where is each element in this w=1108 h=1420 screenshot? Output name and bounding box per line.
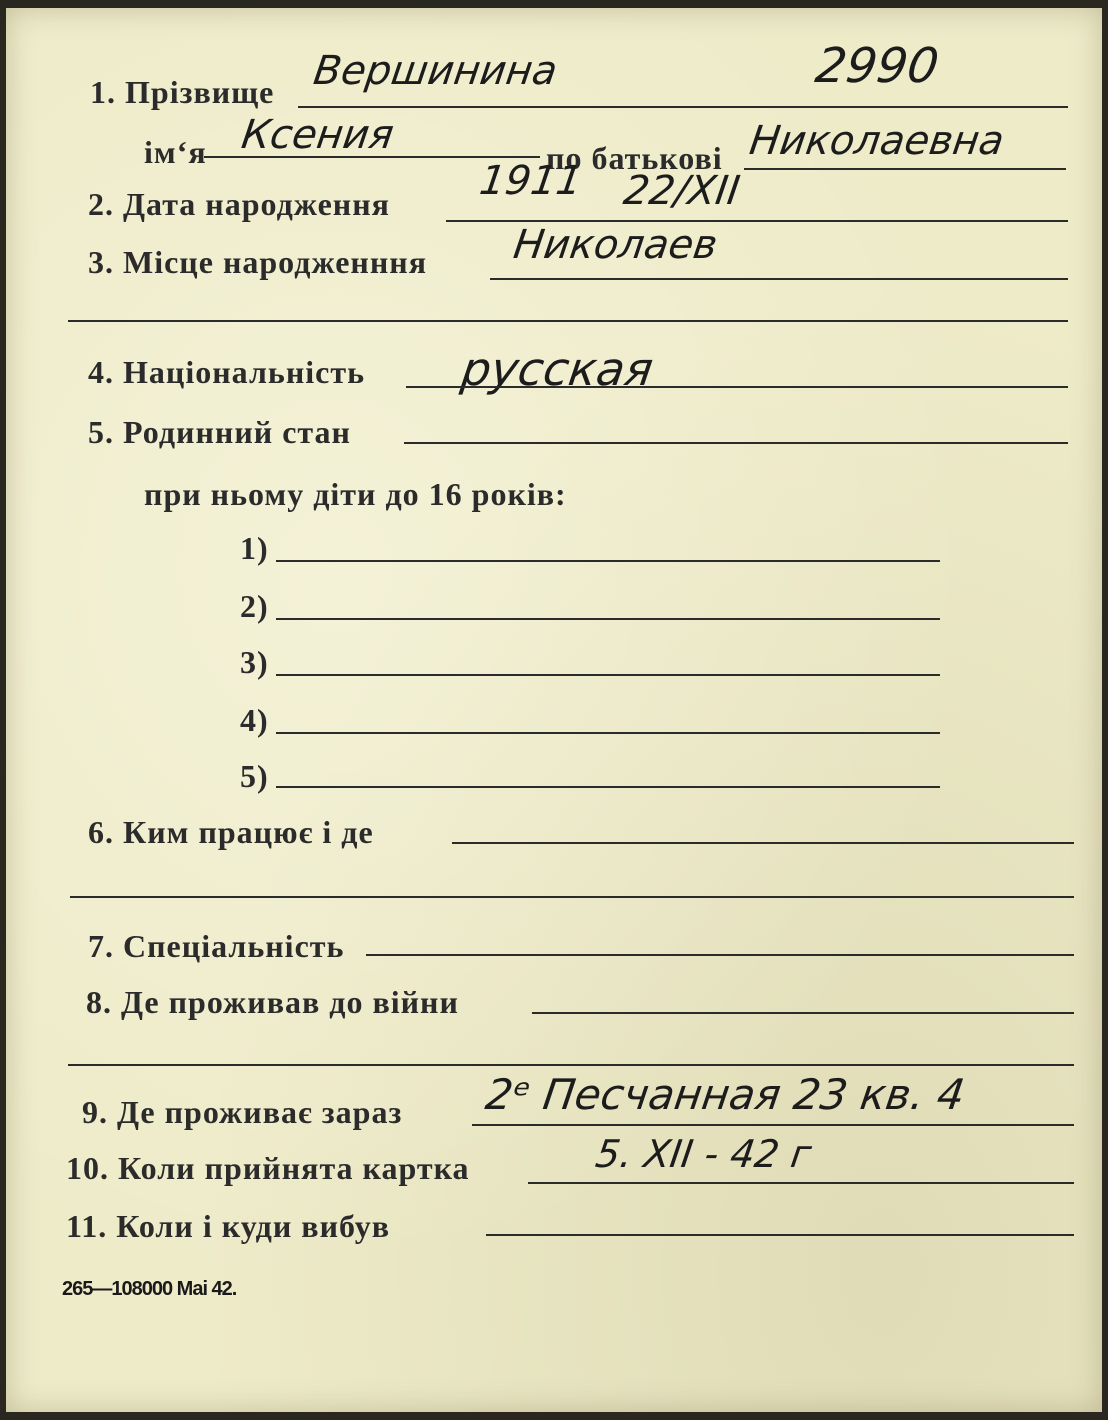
marital-status-label: 5. Родинний стан <box>88 414 351 450</box>
child-4-line <box>276 732 940 734</box>
children-label: при ньому діти до 16 років: <box>144 476 567 512</box>
nationality-value: русская <box>458 342 657 396</box>
prewar-residence-line <box>532 1012 1074 1014</box>
child-1-label: 1) <box>240 530 269 566</box>
birth-place-value: Николаев <box>510 222 721 268</box>
work-label: 6. Ким працює і де <box>88 814 374 850</box>
birth-day: 22/XII <box>620 168 743 214</box>
work-line <box>452 842 1074 844</box>
child-2-label: 2) <box>240 588 269 624</box>
current-residence-label: 9. Де проживає зараз <box>82 1094 403 1130</box>
birth-date-label: 2. Дата народження <box>88 186 390 222</box>
print-code: 265—108000 Mai 42. <box>62 1278 237 1300</box>
card-accepted-line <box>528 1182 1074 1184</box>
current-residence-line <box>472 1124 1074 1126</box>
patronymic-line <box>744 168 1066 170</box>
birth-place-line <box>490 278 1068 280</box>
birth-year: 1911 <box>476 158 586 204</box>
surname-label: 1. Прізвище <box>90 74 275 110</box>
patronymic-value: Николаевна <box>746 118 1007 164</box>
birth-place-label: 3. Місце народженння <box>88 244 428 280</box>
nationality-line <box>406 386 1068 388</box>
surname-line <box>298 106 1068 108</box>
birth-place-line-2 <box>68 320 1068 322</box>
departure-line <box>486 1234 1074 1236</box>
child-1-line <box>276 560 940 562</box>
child-3-line <box>276 674 940 676</box>
child-3-label: 3) <box>240 644 269 680</box>
card-accepted-value: 5. XII - 42 г <box>592 1132 815 1176</box>
record-number: 2990 <box>812 38 943 94</box>
child-4-label: 4) <box>240 702 269 738</box>
first-name-label: ім‘я <box>144 134 207 170</box>
child-2-line <box>276 618 940 620</box>
prewar-residence-line-2 <box>68 1064 1074 1066</box>
marital-status-line <box>404 442 1068 444</box>
first-name-value: Ксения <box>238 112 397 158</box>
specialty-line <box>366 954 1074 956</box>
specialty-label: 7. Спеціальність <box>88 928 345 964</box>
nationality-label: 4. Національність <box>88 354 365 390</box>
surname-value: Вершинина <box>310 48 561 94</box>
prewar-residence-label: 8. Де проживав до війни <box>86 984 459 1020</box>
patronymic-label: по батькові <box>546 140 723 176</box>
child-5-label: 5) <box>240 758 269 794</box>
work-line-2 <box>70 896 1074 898</box>
departure-label: 11. Коли і куди вибув <box>66 1208 391 1244</box>
registration-card <box>6 8 1102 1412</box>
current-residence-value: 2ᵉ Песчанная 23 кв. 4 <box>482 1070 968 1119</box>
card-accepted-label: 10. Коли прийнята картка <box>66 1150 470 1186</box>
child-5-line <box>276 786 940 788</box>
